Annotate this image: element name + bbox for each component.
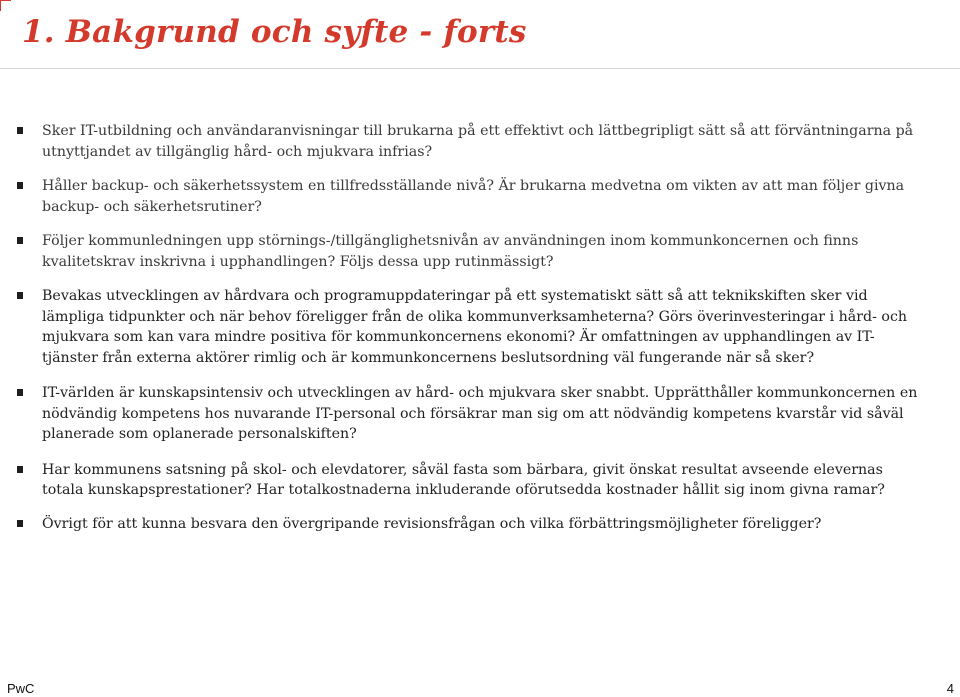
bullet-item-hardware-updates: [16, 286, 926, 368]
footer-brand: PwC: [7, 681, 35, 696]
square-bullet-icon: [17, 389, 23, 396]
bullet-text: Bevakas utvecklingen av hårdvara och programuppdateringar på ett systematiskt sätt så att teknikskiften sker vid lämpliga tidpunkter och när behov föreligger från de olika kommunverksamheterna? Görs överinvesteringar i hård- och mjukvara som kan vara mindre positiva för kommunkoncernens ekonomi? Är omfattningen av upphandlingen av IT-tjänster från externa aktörer rimlig och är kommunkoncernens beslutsordning väl fungerande när så sker?: [42, 288, 908, 366]
bullet-item-it-training: [16, 121, 926, 162]
page-number: 4: [946, 681, 954, 696]
bullet-item-other: [16, 514, 926, 535]
bullet-text: Övrigt för att kunna besvara den övergripande revisionsfrågan och vilka förbättringsmöjligheter föreligger?: [42, 515, 822, 532]
slide-title: 1. Bakgrund och syfte - forts: [22, 14, 527, 50]
square-bullet-icon: [17, 182, 23, 189]
bullet-item-backup: [16, 176, 926, 217]
bullet-text: Följer kommunledningen upp störnings-/tillgänglighetsnivån av användningen inom kommunkoncernen och finns kvalitetskrav inskrivna i upphandlingen? Följs dessa upp rutinmässigt?: [42, 233, 859, 270]
square-bullet-icon: [17, 466, 23, 473]
title-divider: [0, 68, 960, 69]
square-bullet-icon: [17, 127, 23, 134]
bullet-item-school-computers: [16, 460, 926, 501]
square-bullet-icon: [17, 292, 23, 299]
bullet-text: Håller backup- och säkerhetssystem en tillfredsställande nivå? Är brukarna medvetna om vikten av att man följer givna backup- och säkerhetsrutiner?: [42, 178, 905, 215]
slide-corner-mark: [0, 0, 11, 11]
bullet-text: Har kommunens satsning på skol- och elevdatorer, såväl fasta som bärbara, givit önskat resultat avseende elevernas totala kunskapsprestationer? Har totalkostnaderna inkluderande oförutsedda kostnader hållit sig inom givna ramar?: [42, 461, 885, 498]
bullet-item-competence: [16, 383, 926, 445]
bullet-text: IT-världen är kunskapsintensiv och utvecklingen av hård- och mjukvara sker snabbt. Upprätthåller kommunkoncernen en nödvändig kompetens hos nuvarande IT-personal och försäkrar man sig om att nödvändig kompetens kvarstår vid såväl planerade som oplanerade personalskiften?: [42, 385, 918, 442]
bullet-list: [16, 121, 926, 534]
bullet-text: Sker IT-utbildning och användaranvisningar till brukarna på ett effektivt och lättbegripligt sätt så att förväntningarna på utnyttjandet av tillgänglig hård- och mjukvara infrias?: [42, 123, 914, 160]
square-bullet-icon: [17, 237, 23, 244]
bullet-item-availability: [16, 231, 926, 272]
square-bullet-icon: [17, 520, 23, 527]
